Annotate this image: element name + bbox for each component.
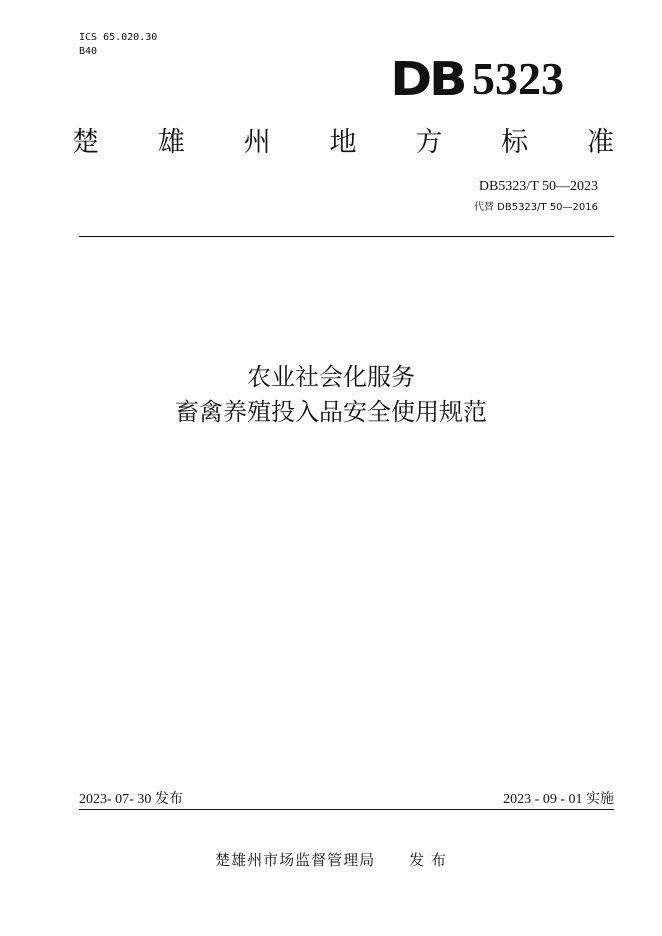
publish-label: 发 布	[409, 851, 447, 869]
title-char: 楚	[72, 127, 99, 158]
footer-divider	[79, 809, 614, 810]
title-char: 州	[243, 127, 271, 158]
issue-date: 2023- 07- 30 发布	[79, 792, 183, 807]
ics-code: ICS 65.020.30	[79, 32, 158, 43]
title-char: 准	[586, 127, 614, 158]
implementation-date: 2023 - 09 - 01 实施	[503, 792, 614, 807]
title-char: 方	[415, 127, 443, 158]
title-char: 雄	[157, 127, 185, 158]
document-title-line-2: 畜禽养殖投入品安全使用规范	[175, 398, 487, 426]
replaces-standard: 代替 DB5323/T 50—2016	[473, 202, 598, 213]
standard-number: DB5323/T 50—2023	[478, 179, 598, 194]
standard-logo	[390, 52, 564, 106]
title-char: 标	[501, 127, 529, 158]
header-divider	[79, 236, 614, 237]
standard-category-title	[72, 125, 614, 161]
title-char: 地	[329, 127, 357, 158]
publisher-name: 楚雄州市场监督管理局	[215, 851, 376, 869]
classification-code: B40	[79, 46, 98, 57]
logo-code: 5323	[472, 53, 564, 104]
logo-prefix: DB	[390, 52, 464, 106]
publisher-line	[0, 850, 662, 870]
document-title-line-1: 农业社会化服务	[247, 363, 415, 391]
